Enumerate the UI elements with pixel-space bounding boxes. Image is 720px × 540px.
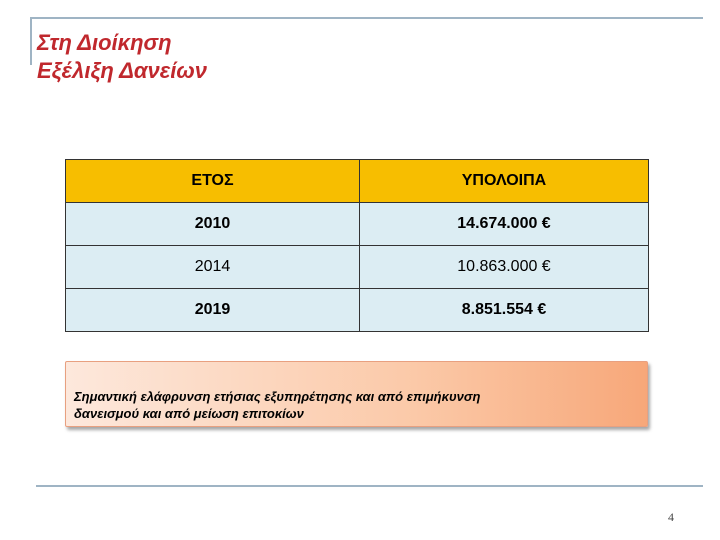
cell-balance: 8.851.554 € bbox=[360, 289, 649, 332]
note-line-2: δανεισμού και από μείωση επιτοκίων bbox=[74, 406, 304, 421]
slide-title bbox=[37, 29, 207, 85]
top-rule bbox=[32, 17, 703, 19]
table-row bbox=[66, 246, 649, 289]
left-rule bbox=[30, 17, 32, 65]
note-line-1: Σημαντική ελάφρυνση ετήσιας εξυπηρέτησης και από επιμήκυνση bbox=[74, 389, 481, 404]
page-number: 4 bbox=[668, 510, 674, 524]
header-balance: ΥΠΟΛΟΙΠΑ bbox=[360, 160, 649, 203]
cell-balance: 14.674.000 € bbox=[360, 203, 649, 246]
cell-year: 2019 bbox=[66, 289, 360, 332]
table-row bbox=[66, 289, 649, 332]
title-line-2: Εξέλιξη Δανείων bbox=[37, 58, 207, 83]
table-row bbox=[66, 203, 649, 246]
table-header-row bbox=[66, 160, 649, 203]
bottom-rule bbox=[36, 485, 703, 487]
loan-balance-table bbox=[65, 159, 649, 332]
cell-year: 2010 bbox=[66, 203, 360, 246]
note-callout bbox=[65, 361, 648, 427]
cell-balance: 10.863.000 € bbox=[360, 246, 649, 289]
cell-year: 2014 bbox=[66, 246, 360, 289]
title-line-1: Στη Διοίκηση bbox=[37, 30, 172, 55]
header-year: ΕΤΟΣ bbox=[66, 160, 360, 203]
